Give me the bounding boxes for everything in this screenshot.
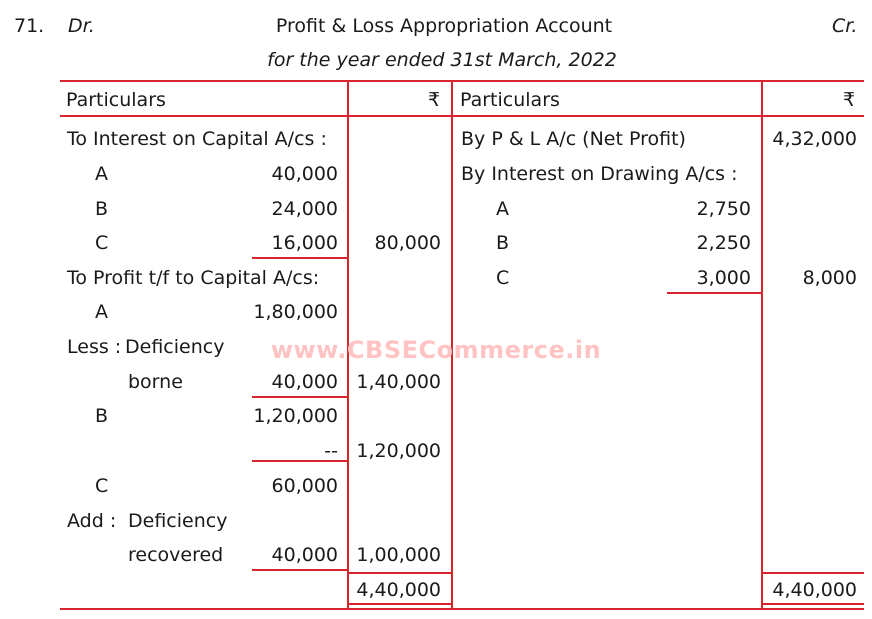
- deficiency-amount: 40,000: [271, 371, 338, 393]
- drawings-total: 8,000: [802, 267, 857, 289]
- deficiency-label: Deficiency: [125, 336, 225, 358]
- subtotal-rule: [667, 292, 761, 294]
- drawings-interest-amount: 3,000: [696, 267, 751, 289]
- add-label: Add :: [67, 510, 117, 532]
- partner-total: 1,20,000: [356, 440, 441, 462]
- account-title: Profit & Loss Appropriation Account: [275, 15, 613, 37]
- drawings-interest-amount: 2,250: [696, 232, 751, 254]
- partner-name: B: [95, 405, 109, 427]
- column-header-rupee: ₹: [428, 89, 441, 111]
- total-rule: [761, 572, 864, 574]
- subtotal-rule: [252, 460, 347, 462]
- net-profit-label: By P & L A/c (Net Profit): [461, 128, 686, 150]
- column-header-particulars: Particulars: [460, 89, 560, 111]
- partner-name: C: [496, 267, 510, 289]
- profit-share-amount: 60,000: [271, 475, 338, 497]
- partner-name: B: [95, 198, 109, 220]
- interest-amount: 24,000: [271, 198, 338, 220]
- nil-adjustment: --: [324, 440, 338, 462]
- subtotal-rule: [252, 396, 347, 398]
- profit-share-amount: 1,20,000: [253, 405, 338, 427]
- table-top-rule: [60, 80, 864, 82]
- interest-drawings-heading: By Interest on Drawing A/cs :: [461, 163, 738, 185]
- borne-label: borne: [128, 371, 183, 393]
- interest-total: 80,000: [374, 232, 441, 254]
- header-bottom-rule: [60, 115, 864, 117]
- credit-grand-total: 4,40,000: [772, 579, 857, 601]
- interest-amount: 40,000: [271, 163, 338, 185]
- net-profit-amount: 4,32,000: [772, 128, 857, 150]
- deficiency-label: Deficiency: [128, 510, 228, 532]
- credit-label: Cr.: [832, 15, 858, 37]
- interest-capital-heading: To Interest on Capital A/cs :: [67, 128, 327, 150]
- table-bottom-rule: [60, 608, 864, 610]
- subtotal-rule: [252, 257, 347, 259]
- partner-name: A: [496, 198, 509, 220]
- less-label: Less :: [67, 336, 122, 358]
- total-rule: [347, 572, 451, 574]
- watermark: www.CBSECommerce.in: [270, 336, 602, 364]
- question-number: 71.: [14, 15, 45, 37]
- partner-name: C: [95, 232, 109, 254]
- debit-grand-total: 4,40,000: [356, 579, 441, 601]
- interest-amount: 16,000: [271, 232, 338, 254]
- deficiency-amount: 40,000: [271, 544, 338, 566]
- partner-name: B: [496, 232, 510, 254]
- partner-name: A: [95, 301, 108, 323]
- drawings-interest-amount: 2,750: [696, 198, 751, 220]
- account-subtitle: for the year ended 31st March, 2022: [267, 49, 617, 71]
- partner-name: C: [95, 475, 109, 497]
- profit-share-amount: 1,80,000: [253, 301, 338, 323]
- column-header-rupee: ₹: [843, 89, 856, 111]
- total-rule: [347, 603, 451, 605]
- recovered-label: recovered: [128, 544, 224, 566]
- partner-total: 1,40,000: [356, 371, 441, 393]
- partner-name: A: [95, 163, 108, 185]
- total-rule: [761, 603, 864, 605]
- column-header-particulars: Particulars: [66, 89, 166, 111]
- debit-label: Dr.: [68, 15, 95, 37]
- partner-total: 1,00,000: [356, 544, 441, 566]
- subtotal-rule: [252, 569, 347, 571]
- profit-transfer-heading: To Profit t/f to Capital A/cs:: [67, 267, 320, 289]
